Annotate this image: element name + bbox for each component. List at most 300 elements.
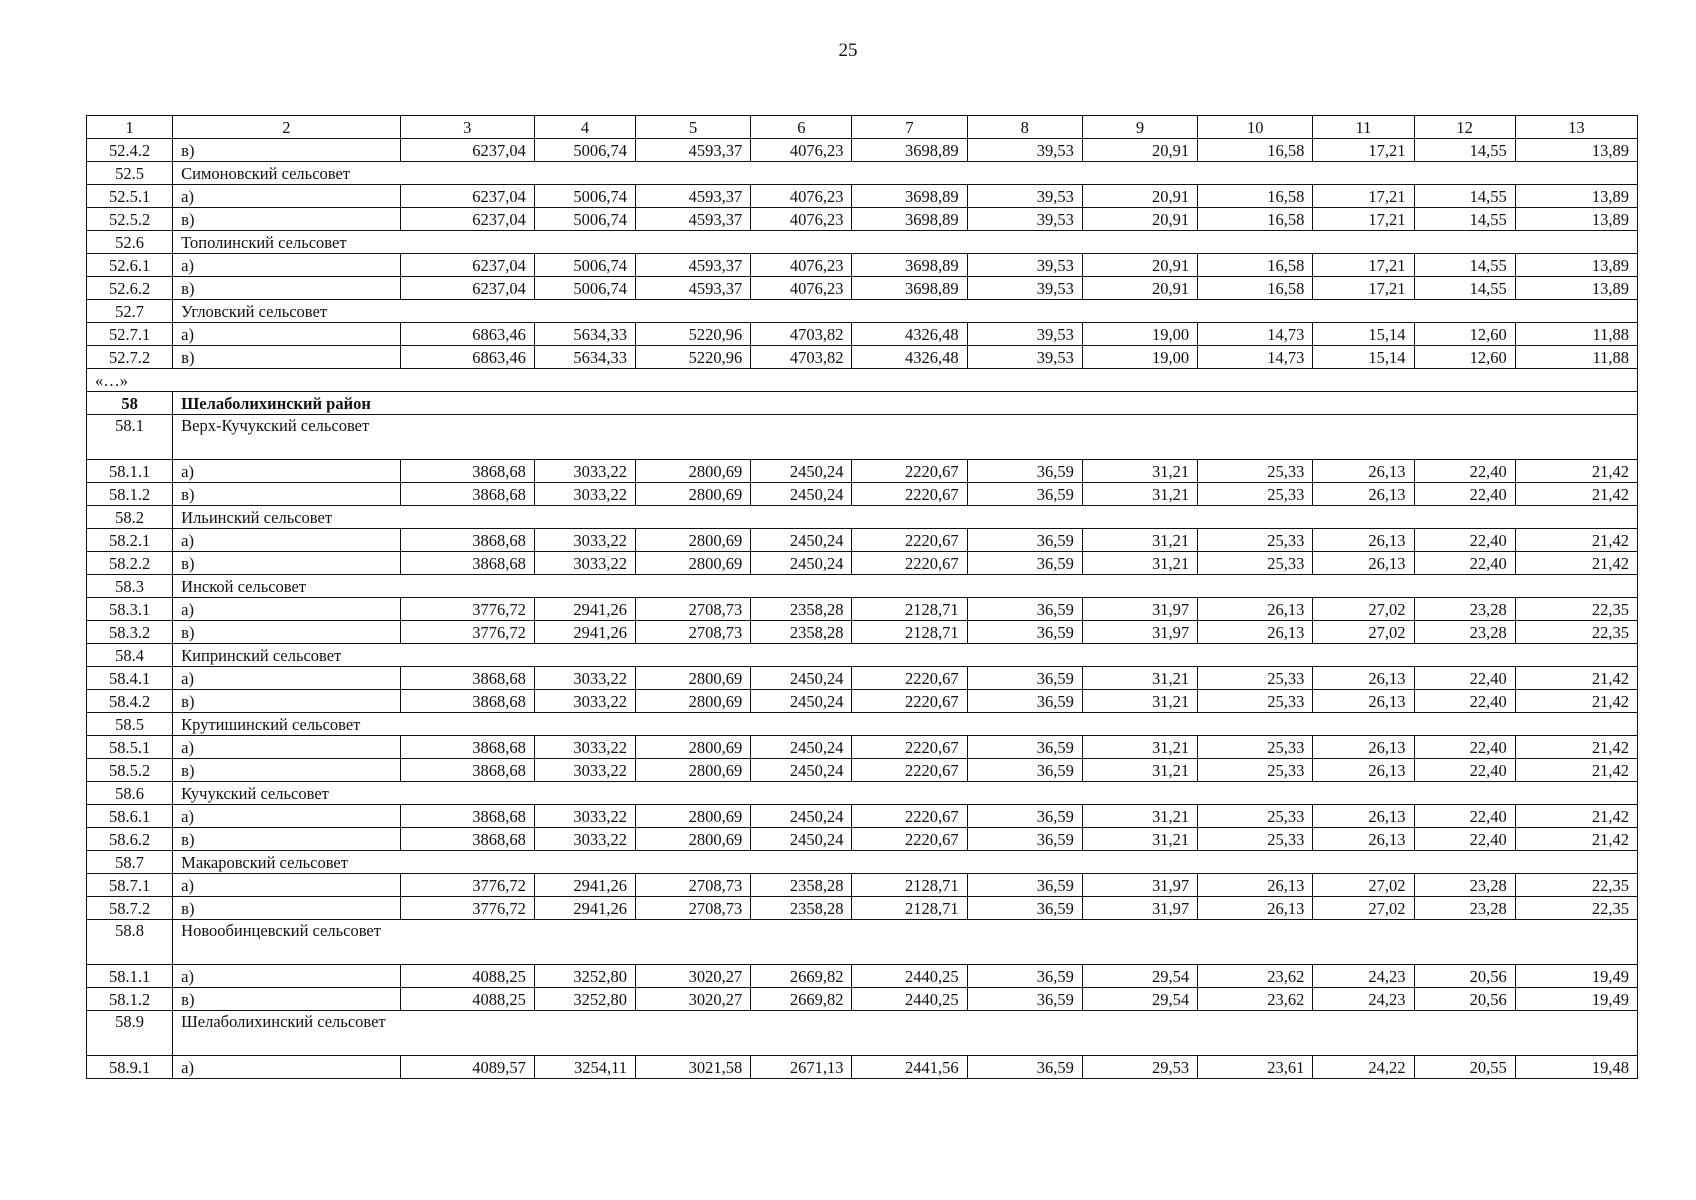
value-cell: 21,42 (1515, 667, 1637, 690)
value-cell: 31,97 (1082, 621, 1197, 644)
value-cell: 3698,89 (852, 254, 967, 277)
value-cell: 14,73 (1198, 346, 1313, 369)
row-code: 52.7.2 (87, 346, 173, 369)
column-header: 10 (1198, 116, 1313, 139)
group-name: Симоновский сельсовет (173, 162, 400, 185)
value-cell: 4088,25 (400, 988, 534, 1011)
value-cell: 2450,24 (751, 736, 852, 759)
row-code: 58.9.1 (87, 1056, 173, 1079)
value-cell: 4326,48 (852, 323, 967, 346)
value-cell: 2941,26 (534, 874, 635, 897)
value-cell: 2450,24 (751, 483, 852, 506)
value-cell: 25,33 (1198, 552, 1313, 575)
value-cell: 19,00 (1082, 323, 1197, 346)
value-cell: 3021,58 (636, 1056, 751, 1079)
table-row (87, 621, 1638, 644)
column-header: 2 (173, 116, 400, 139)
value-cell: 19,00 (1082, 346, 1197, 369)
value-cell: 2708,73 (636, 897, 751, 920)
row-code: 58.4 (87, 644, 173, 667)
value-cell: 2800,69 (636, 667, 751, 690)
table-row (87, 552, 1638, 575)
empty-span (400, 920, 1637, 965)
table-row (87, 1056, 1638, 1079)
row-label: в) (173, 759, 400, 782)
table-row (87, 874, 1638, 897)
row-label: в) (173, 552, 400, 575)
value-cell: 3020,27 (636, 988, 751, 1011)
row-code: 58.6.2 (87, 828, 173, 851)
value-cell: 3776,72 (400, 897, 534, 920)
value-cell: 3033,22 (534, 667, 635, 690)
value-cell: 3033,22 (534, 736, 635, 759)
value-cell: 26,13 (1313, 805, 1414, 828)
empty-span (400, 415, 1637, 460)
empty-span (400, 231, 1637, 254)
group-name: Шелаболихинский район (173, 392, 400, 415)
row-label: а) (173, 874, 400, 897)
row-label: а) (173, 185, 400, 208)
value-cell: 31,97 (1082, 897, 1197, 920)
group-row (87, 300, 1638, 323)
value-cell: 3868,68 (400, 552, 534, 575)
group-row (87, 575, 1638, 598)
value-cell: 3868,68 (400, 483, 534, 506)
value-cell: 6237,04 (400, 254, 534, 277)
value-cell: 20,91 (1082, 254, 1197, 277)
column-header: 8 (967, 116, 1082, 139)
value-cell: 25,33 (1198, 529, 1313, 552)
value-cell: 3033,22 (534, 483, 635, 506)
row-code: 58.4.1 (87, 667, 173, 690)
empty-span (400, 506, 1637, 529)
value-cell: 12,60 (1414, 323, 1515, 346)
value-cell: 31,21 (1082, 828, 1197, 851)
value-cell: 26,13 (1198, 598, 1313, 621)
value-cell: 2800,69 (636, 460, 751, 483)
value-cell: 13,89 (1515, 277, 1637, 300)
value-cell: 13,89 (1515, 254, 1637, 277)
value-cell: 31,21 (1082, 805, 1197, 828)
value-cell: 3698,89 (852, 277, 967, 300)
value-cell: 3252,80 (534, 965, 635, 988)
row-label: а) (173, 1056, 400, 1079)
value-cell: 2220,67 (852, 483, 967, 506)
column-header: 1 (87, 116, 173, 139)
value-cell: 21,42 (1515, 759, 1637, 782)
group-row (87, 713, 1638, 736)
row-code: 52.6.2 (87, 277, 173, 300)
value-cell: 22,40 (1414, 667, 1515, 690)
value-cell: 6237,04 (400, 185, 534, 208)
ellipsis-mark: «…» (87, 369, 1638, 392)
row-label: в) (173, 690, 400, 713)
section-row (87, 392, 1638, 415)
value-cell: 2800,69 (636, 552, 751, 575)
column-header: 13 (1515, 116, 1637, 139)
row-code: 58.5.2 (87, 759, 173, 782)
empty-span (400, 782, 1637, 805)
group-name: Угловский сельсовет (173, 300, 400, 323)
table-row (87, 667, 1638, 690)
value-cell: 14,55 (1414, 277, 1515, 300)
value-cell: 6863,46 (400, 346, 534, 369)
table-row (87, 277, 1638, 300)
table-row (87, 897, 1638, 920)
group-row (87, 644, 1638, 667)
value-cell: 29,54 (1082, 965, 1197, 988)
value-cell: 5006,74 (534, 185, 635, 208)
row-code: 58.6 (87, 782, 173, 805)
value-cell: 4088,25 (400, 965, 534, 988)
group-name: Крутишинский сельсовет (173, 713, 400, 736)
empty-span (400, 300, 1637, 323)
value-cell: 20,91 (1082, 185, 1197, 208)
value-cell: 31,97 (1082, 598, 1197, 621)
value-cell: 2128,71 (852, 621, 967, 644)
value-cell: 23,28 (1414, 621, 1515, 644)
value-cell: 22,40 (1414, 483, 1515, 506)
value-cell: 5006,74 (534, 139, 635, 162)
value-cell: 17,21 (1313, 185, 1414, 208)
value-cell: 11,88 (1515, 323, 1637, 346)
value-cell: 3033,22 (534, 552, 635, 575)
row-code: 58.6.1 (87, 805, 173, 828)
value-cell: 2800,69 (636, 483, 751, 506)
value-cell: 2941,26 (534, 897, 635, 920)
row-code: 58.1.1 (87, 460, 173, 483)
value-cell: 36,59 (967, 874, 1082, 897)
value-cell: 5634,33 (534, 323, 635, 346)
column-header: 7 (852, 116, 967, 139)
row-code: 58.8 (87, 920, 173, 965)
value-cell: 31,21 (1082, 483, 1197, 506)
value-cell: 19,49 (1515, 988, 1637, 1011)
value-cell: 3252,80 (534, 988, 635, 1011)
value-cell: 11,88 (1515, 346, 1637, 369)
table-row (87, 965, 1638, 988)
value-cell: 3868,68 (400, 460, 534, 483)
value-cell: 22,40 (1414, 736, 1515, 759)
value-cell: 39,53 (967, 208, 1082, 231)
group-row (87, 231, 1638, 254)
value-cell: 4089,57 (400, 1056, 534, 1079)
row-label: а) (173, 598, 400, 621)
value-cell: 16,58 (1198, 277, 1313, 300)
column-header: 5 (636, 116, 751, 139)
value-cell: 23,28 (1414, 598, 1515, 621)
table-row (87, 185, 1638, 208)
value-cell: 4593,37 (636, 254, 751, 277)
value-cell: 25,33 (1198, 736, 1313, 759)
omitted-rows-marker (87, 369, 1638, 392)
value-cell: 14,55 (1414, 185, 1515, 208)
value-cell: 4326,48 (852, 346, 967, 369)
value-cell: 15,14 (1313, 323, 1414, 346)
row-label: а) (173, 460, 400, 483)
value-cell: 6237,04 (400, 277, 534, 300)
value-cell: 2941,26 (534, 621, 635, 644)
table-row (87, 529, 1638, 552)
value-cell: 39,53 (967, 323, 1082, 346)
group-row (87, 851, 1638, 874)
value-cell: 2220,67 (852, 805, 967, 828)
table-row (87, 139, 1638, 162)
value-cell: 5006,74 (534, 208, 635, 231)
value-cell: 2128,71 (852, 874, 967, 897)
empty-span (400, 392, 1637, 415)
value-cell: 36,59 (967, 805, 1082, 828)
value-cell: 27,02 (1313, 897, 1414, 920)
row-code: 58.7 (87, 851, 173, 874)
group-name: Новообинцевский сельсовет (173, 920, 400, 965)
value-cell: 14,55 (1414, 254, 1515, 277)
value-cell: 36,59 (967, 483, 1082, 506)
value-cell: 21,42 (1515, 805, 1637, 828)
table-row (87, 690, 1638, 713)
value-cell: 22,40 (1414, 759, 1515, 782)
value-cell: 21,42 (1515, 460, 1637, 483)
group-name: Шелаболихинский сельсовет (173, 1011, 400, 1056)
group-row (87, 506, 1638, 529)
column-header: 4 (534, 116, 635, 139)
value-cell: 31,21 (1082, 552, 1197, 575)
table-row (87, 988, 1638, 1011)
row-code: 58.1.2 (87, 988, 173, 1011)
row-label: в) (173, 828, 400, 851)
value-cell: 16,58 (1198, 254, 1313, 277)
value-cell: 17,21 (1313, 277, 1414, 300)
row-code: 58.2 (87, 506, 173, 529)
value-cell: 4076,23 (751, 208, 852, 231)
value-cell: 3868,68 (400, 805, 534, 828)
value-cell: 21,42 (1515, 736, 1637, 759)
table-row (87, 208, 1638, 231)
value-cell: 5634,33 (534, 346, 635, 369)
value-cell: 5220,96 (636, 346, 751, 369)
value-cell: 2220,67 (852, 736, 967, 759)
row-label: в) (173, 139, 400, 162)
empty-span (400, 644, 1637, 667)
value-cell: 20,56 (1414, 965, 1515, 988)
value-cell: 2669,82 (751, 965, 852, 988)
value-cell: 3698,89 (852, 208, 967, 231)
row-code: 58 (87, 392, 173, 415)
value-cell: 21,42 (1515, 828, 1637, 851)
value-cell: 2669,82 (751, 988, 852, 1011)
value-cell: 4703,82 (751, 323, 852, 346)
value-cell: 4076,23 (751, 185, 852, 208)
value-cell: 3868,68 (400, 667, 534, 690)
value-cell: 15,14 (1313, 346, 1414, 369)
row-code: 58.7.1 (87, 874, 173, 897)
value-cell: 26,13 (1198, 897, 1313, 920)
value-cell: 4593,37 (636, 185, 751, 208)
table-row (87, 828, 1638, 851)
value-cell: 36,59 (967, 529, 1082, 552)
value-cell: 2450,24 (751, 805, 852, 828)
row-code: 58.2.2 (87, 552, 173, 575)
row-code: 52.7.1 (87, 323, 173, 346)
row-code: 58.1.1 (87, 965, 173, 988)
value-cell: 26,13 (1313, 483, 1414, 506)
value-cell: 29,53 (1082, 1056, 1197, 1079)
value-cell: 3033,22 (534, 529, 635, 552)
row-code: 58.4.2 (87, 690, 173, 713)
table-body (87, 116, 1638, 1079)
value-cell: 2358,28 (751, 897, 852, 920)
value-cell: 36,59 (967, 759, 1082, 782)
value-cell: 25,33 (1198, 483, 1313, 506)
row-label: а) (173, 965, 400, 988)
value-cell: 2450,24 (751, 828, 852, 851)
row-label: в) (173, 621, 400, 644)
group-name: Инской сельсовет (173, 575, 400, 598)
value-cell: 25,33 (1198, 690, 1313, 713)
value-cell: 27,02 (1313, 598, 1414, 621)
value-cell: 3033,22 (534, 759, 635, 782)
group-row (87, 920, 1638, 965)
value-cell: 24,22 (1313, 1056, 1414, 1079)
value-cell: 25,33 (1198, 460, 1313, 483)
value-cell: 2220,67 (852, 759, 967, 782)
value-cell: 3868,68 (400, 690, 534, 713)
value-cell: 4076,23 (751, 139, 852, 162)
value-cell: 23,62 (1198, 988, 1313, 1011)
value-cell: 4593,37 (636, 139, 751, 162)
row-code: 52.4.2 (87, 139, 173, 162)
value-cell: 4076,23 (751, 277, 852, 300)
value-cell: 3254,11 (534, 1056, 635, 1079)
value-cell: 36,59 (967, 897, 1082, 920)
row-label: а) (173, 529, 400, 552)
value-cell: 3776,72 (400, 598, 534, 621)
value-cell: 26,13 (1198, 621, 1313, 644)
value-cell: 2800,69 (636, 828, 751, 851)
value-cell: 3020,27 (636, 965, 751, 988)
value-cell: 2220,67 (852, 552, 967, 575)
value-cell: 4703,82 (751, 346, 852, 369)
value-cell: 6863,46 (400, 323, 534, 346)
value-cell: 3033,22 (534, 690, 635, 713)
table-row (87, 805, 1638, 828)
table-row (87, 346, 1638, 369)
value-cell: 2941,26 (534, 598, 635, 621)
value-cell: 39,53 (967, 346, 1082, 369)
value-cell: 20,55 (1414, 1056, 1515, 1079)
value-cell: 2450,24 (751, 759, 852, 782)
value-cell: 14,55 (1414, 139, 1515, 162)
value-cell: 2440,25 (852, 965, 967, 988)
value-cell: 3033,22 (534, 828, 635, 851)
row-label: в) (173, 988, 400, 1011)
row-code: 58.3.2 (87, 621, 173, 644)
value-cell: 6237,04 (400, 208, 534, 231)
value-cell: 31,21 (1082, 667, 1197, 690)
value-cell: 27,02 (1313, 621, 1414, 644)
row-label: в) (173, 277, 400, 300)
row-label: в) (173, 346, 400, 369)
row-label: в) (173, 208, 400, 231)
value-cell: 31,21 (1082, 690, 1197, 713)
value-cell: 25,33 (1198, 759, 1313, 782)
value-cell: 22,40 (1414, 460, 1515, 483)
value-cell: 2450,24 (751, 690, 852, 713)
value-cell: 2220,67 (852, 529, 967, 552)
value-cell: 3698,89 (852, 185, 967, 208)
value-cell: 3868,68 (400, 828, 534, 851)
value-cell: 21,42 (1515, 690, 1637, 713)
value-cell: 23,28 (1414, 874, 1515, 897)
value-cell: 2708,73 (636, 598, 751, 621)
table-row (87, 598, 1638, 621)
empty-span (400, 851, 1637, 874)
value-cell: 2128,71 (852, 897, 967, 920)
value-cell: 2440,25 (852, 988, 967, 1011)
value-cell: 14,55 (1414, 208, 1515, 231)
value-cell: 36,59 (967, 965, 1082, 988)
value-cell: 14,73 (1198, 323, 1313, 346)
value-cell: 26,13 (1198, 874, 1313, 897)
value-cell: 25,33 (1198, 667, 1313, 690)
value-cell: 31,21 (1082, 759, 1197, 782)
value-cell: 22,40 (1414, 690, 1515, 713)
value-cell: 22,40 (1414, 828, 1515, 851)
value-cell: 31,21 (1082, 529, 1197, 552)
value-cell: 2450,24 (751, 667, 852, 690)
value-cell: 25,33 (1198, 828, 1313, 851)
value-cell: 3868,68 (400, 736, 534, 759)
value-cell: 22,35 (1515, 874, 1637, 897)
value-cell: 2358,28 (751, 598, 852, 621)
value-cell: 2450,24 (751, 552, 852, 575)
value-cell: 24,23 (1313, 988, 1414, 1011)
row-code: 58.1 (87, 415, 173, 460)
value-cell: 13,89 (1515, 208, 1637, 231)
value-cell: 20,91 (1082, 208, 1197, 231)
empty-span (400, 1011, 1637, 1056)
row-label: а) (173, 323, 400, 346)
value-cell: 31,21 (1082, 460, 1197, 483)
value-cell: 2800,69 (636, 805, 751, 828)
value-cell: 17,21 (1313, 139, 1414, 162)
value-cell: 23,62 (1198, 965, 1313, 988)
value-cell: 26,13 (1313, 529, 1414, 552)
row-label: а) (173, 254, 400, 277)
value-cell: 22,40 (1414, 552, 1515, 575)
value-cell: 22,35 (1515, 621, 1637, 644)
group-name: Верх-Кучукский сельсовет (173, 415, 400, 460)
value-cell: 13,89 (1515, 185, 1637, 208)
value-cell: 39,53 (967, 254, 1082, 277)
value-cell: 26,13 (1313, 460, 1414, 483)
group-name: Кучукский сельсовет (173, 782, 400, 805)
row-code: 58.3 (87, 575, 173, 598)
table-row (87, 254, 1638, 277)
value-cell: 4076,23 (751, 254, 852, 277)
value-cell: 36,59 (967, 828, 1082, 851)
row-label: в) (173, 483, 400, 506)
group-name: Кипринский сельсовет (173, 644, 400, 667)
row-code: 52.6 (87, 231, 173, 254)
value-cell: 36,59 (967, 690, 1082, 713)
value-cell: 3033,22 (534, 460, 635, 483)
row-code: 58.1.2 (87, 483, 173, 506)
row-label: а) (173, 805, 400, 828)
value-cell: 22,40 (1414, 805, 1515, 828)
value-cell: 24,23 (1313, 965, 1414, 988)
header-row (87, 116, 1638, 139)
